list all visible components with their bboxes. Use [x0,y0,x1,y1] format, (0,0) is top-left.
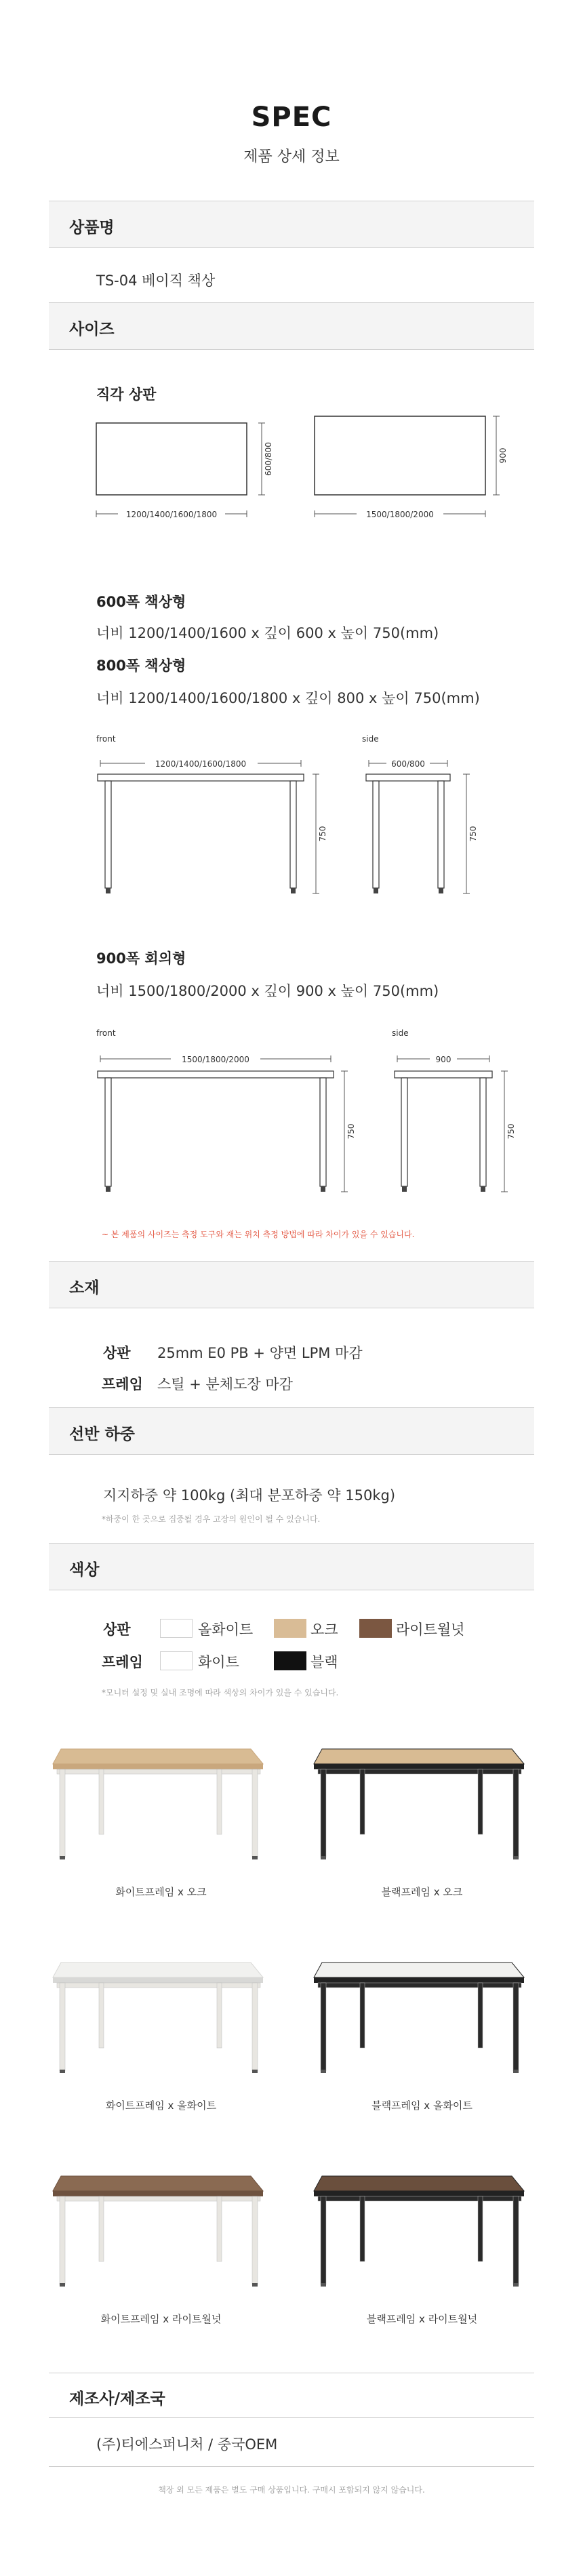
product-caption: 블랙프레임 x 올화이트 [371,2099,473,2112]
meeting900-dims: 너비 1500/1800/2000 x 깊이 900 x 높이 750(mm) [96,983,439,999]
swatch-white-frame-label: 화이트 [198,1654,239,1670]
divider [49,2417,534,2418]
desk-side-width-label: 600/800 [391,759,425,769]
page-title: SPEC [251,102,332,133]
desk800-title: 800폭 책상형 [96,658,186,674]
meeting-elevation-drawings [88,1026,522,1230]
section-color [49,1543,534,1590]
section-label: 색상 [69,1561,100,1579]
product-image [308,1942,536,2085]
product-caption: 화이트프레임 x 오크 [115,1886,207,1898]
desk600-title: 600폭 책상형 [96,594,186,610]
material-key-top: 상판 [103,1345,131,1361]
top-a-depth-label: 600/800 [264,442,273,476]
swatch-light-walnut [359,1619,392,1638]
material-value-top: 25mm E0 PB + 양면 LPM 마감 [157,1345,363,1361]
color-frame-key: 프레임 [102,1654,143,1670]
product-caption: 블랙프레임 x 라이트월넛 [366,2313,478,2325]
product-name-value: TS-04 베이직 책상 [96,273,216,289]
product-image [47,1942,275,2085]
section-label: 상품명 [69,219,115,237]
meeting-side-label: side [392,1028,409,1038]
swatch-light-walnut-label: 라이트월넛 [396,1622,465,1638]
desk800-dims: 너비 1200/1400/1600/1800 x 깊이 800 x 높이 750(mm) [96,690,480,706]
desk-elevation-drawings [88,732,522,908]
top-plan-drawings [88,414,522,536]
top-b-depth-label: 900 [498,447,508,464]
product-image [47,2156,275,2298]
product-image [308,1729,536,1871]
top-shape-label: 직각 상판 [96,386,157,403]
product-image [308,2156,536,2298]
swatch-white-frame [160,1651,193,1670]
section-label: 소재 [69,1279,100,1297]
meeting-side-width-label: 900 [435,1055,451,1064]
desk-front-width-label: 1200/1400/1600/1800 [155,759,247,769]
desk600-dims: 너비 1200/1400/1600 x 깊이 600 x 높이 750(mm) [96,625,439,641]
meeting-side-height-label: 750 [506,1123,516,1140]
material-key-frame: 프레임 [102,1376,143,1392]
meeting-front-label: front [96,1028,116,1038]
desk-front-label: front [96,734,116,744]
maker-value: (주)티에스퍼니처 / 중국OEM [96,2436,278,2453]
top-a-width-label: 1200/1400/1600/1800 [125,510,218,519]
desk-side-label: side [362,734,379,744]
swatch-all-white-label: 올화이트 [198,1622,254,1638]
product-image [47,1729,275,1871]
swatch-black-frame-label: 블랙 [310,1654,338,1670]
swatch-black-frame [274,1651,306,1670]
swatch-oak [274,1619,306,1638]
size-note: ~ 본 제품의 사이즈는 측정 도구와 재는 위치 측정 방법에 따라 차이가 있을 수 있습니다. [102,1230,415,1239]
product-caption: 블랙프레임 x 오크 [381,1886,463,1898]
maker-label: 제조사/제조국 [69,2390,165,2408]
page-subtitle: 제품 상세 정보 [243,148,340,165]
swatch-oak-label: 오크 [310,1622,338,1638]
color-top-key: 상판 [103,1622,131,1638]
footnote: 책장 외 모든 제품은 별도 구매 상품입니다. 구매시 포함되지 않지 않습니다. [158,2485,425,2495]
swatch-all-white [160,1619,193,1638]
top-b-width-label: 1500/1800/2000 [366,510,434,519]
desk-front-height-label: 750 [318,826,327,842]
section-label: 사이즈 [69,321,115,338]
section-size [49,302,534,350]
material-value-frame: 스틸 + 분체도장 마감 [157,1376,293,1392]
color-note: *모니터 설정 및 실내 조명에 따라 색상의 차이가 있을 수 있습니다. [102,1688,339,1697]
meeting900-title: 900폭 회의형 [96,950,186,967]
desk-side-height-label: 750 [468,826,478,842]
section-material [49,1261,534,1308]
section-load [49,1407,534,1455]
product-caption: 화이트프레임 x 라이트월넛 [100,2313,222,2325]
product-caption: 화이트프레임 x 올화이트 [105,2099,217,2112]
meeting-front-height-label: 750 [346,1123,356,1140]
section-label: 선반 하중 [69,1426,135,1443]
load-note: *하중이 한 곳으로 집중될 경우 고장의 원인이 될 수 있습니다. [102,1514,321,1524]
divider [49,2466,534,2467]
section-product-name [49,201,534,248]
load-value: 지지하중 약 100kg (최대 분포하중 약 150kg) [103,1487,396,1504]
meeting-front-width-label: 1500/1800/2000 [182,1055,249,1064]
